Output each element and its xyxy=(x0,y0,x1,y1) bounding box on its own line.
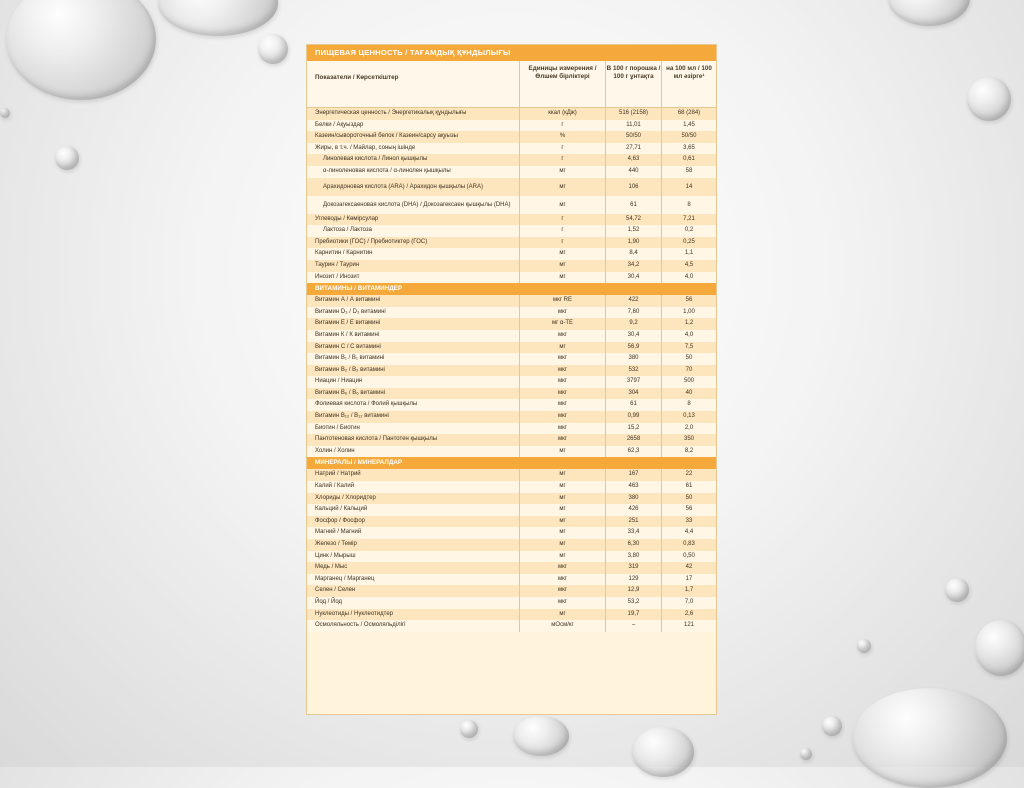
row-unit: мкг xyxy=(519,353,605,365)
row-per-100g: 4,63 xyxy=(605,154,661,166)
row-per-100ml: 4,0 xyxy=(661,330,716,342)
row-name: Ниацин / Ниацин xyxy=(315,378,363,385)
section-rows xyxy=(307,108,716,283)
row-name: Карнитин / Карнитин xyxy=(315,250,373,257)
row-unit: мкг xyxy=(519,399,605,411)
row-name: Витамин B₁ / B₁ витамині xyxy=(315,355,385,362)
row-unit: мг xyxy=(519,493,605,505)
row-per-100ml: 14 xyxy=(661,178,716,196)
row-name: Хлориды / Хлоридтер xyxy=(315,494,376,501)
row-unit: мг xyxy=(519,504,605,516)
row-name: Натрий / Натрий xyxy=(315,471,361,478)
row-name: Витамин D₃ / D₃ витамині xyxy=(315,308,386,315)
row-per-100g: 53,2 xyxy=(605,597,661,609)
row-unit: мкг xyxy=(519,574,605,586)
table-row xyxy=(307,597,716,609)
row-per-100g: 106 xyxy=(605,178,661,196)
water-drop xyxy=(945,578,969,602)
row-unit: мг xyxy=(519,178,605,196)
table-row xyxy=(307,585,716,597)
table-row xyxy=(307,539,716,551)
row-per-100ml: 7,0 xyxy=(661,597,716,609)
row-name: Цинк / Мырыш xyxy=(315,552,356,559)
table-row xyxy=(307,516,716,528)
row-unit: ккал (кДж) xyxy=(519,108,605,120)
row-name: Линолевая кислота / Линол қышқылы xyxy=(323,156,428,163)
table-row xyxy=(307,214,716,226)
table-row xyxy=(307,504,716,516)
row-unit: мкг xyxy=(519,388,605,400)
row-per-100ml: 0,2 xyxy=(661,225,716,237)
row-unit: мг xyxy=(519,527,605,539)
row-per-100ml: 58 xyxy=(661,166,716,178)
table-row xyxy=(307,225,716,237)
row-per-100ml: 121 xyxy=(661,620,716,632)
table-row xyxy=(307,434,716,446)
row-name: Витамин B₁₂ / B₁₂ витамині xyxy=(315,413,389,420)
row-per-100g: 27,71 xyxy=(605,143,661,155)
row-per-100g: 19,7 xyxy=(605,609,661,621)
row-unit: мкг xyxy=(519,585,605,597)
row-unit: мкг xyxy=(519,365,605,377)
row-per-100ml: 0,61 xyxy=(661,154,716,166)
nutrition-table xyxy=(306,44,717,715)
row-name: Йод / Йод xyxy=(315,598,343,605)
row-per-100ml: 350 xyxy=(661,434,716,446)
row-name: Фолиевая кислота / Фолий қышқылы xyxy=(315,401,418,408)
row-unit: мг xyxy=(519,342,605,354)
table-row xyxy=(307,493,716,505)
row-unit: мкг xyxy=(519,562,605,574)
row-per-100g: 11,01 xyxy=(605,120,661,132)
water-drop xyxy=(632,727,694,777)
table-row xyxy=(307,399,716,411)
row-per-100ml: 2,6 xyxy=(661,609,716,621)
row-unit: мг xyxy=(519,248,605,260)
header-unit: Единицы измерения / Өлшем бірліктері xyxy=(519,61,605,107)
row-per-100ml: 61 xyxy=(661,481,716,493)
table-row xyxy=(307,295,716,307)
water-drop xyxy=(888,0,970,26)
row-unit: мг xyxy=(519,260,605,272)
row-name: Витамин С / С витамині xyxy=(315,343,381,350)
row-per-100ml: 1,7 xyxy=(661,585,716,597)
row-per-100ml: 56 xyxy=(661,295,716,307)
row-unit: мг xyxy=(519,516,605,528)
row-unit: мкг xyxy=(519,307,605,319)
table-row xyxy=(307,353,716,365)
table-body xyxy=(307,108,716,632)
table-row xyxy=(307,154,716,166)
table-row xyxy=(307,469,716,481)
row-per-100ml: 68 (284) xyxy=(661,108,716,120)
row-name: Витамин B₆ / B₆ витамині xyxy=(315,389,386,396)
row-name: Углеводы / Көмірсулар xyxy=(315,215,379,222)
water-drop xyxy=(0,108,10,118)
row-per-100ml: 17 xyxy=(661,574,716,586)
row-unit: мкг xyxy=(519,376,605,388)
row-unit: % xyxy=(519,131,605,143)
table-row xyxy=(307,318,716,330)
table-row xyxy=(307,196,716,214)
row-unit: мг α-TE xyxy=(519,318,605,330)
row-name: Фосфор / Фосфор xyxy=(315,517,366,524)
row-unit: мг xyxy=(519,551,605,563)
row-per-100ml: 50 xyxy=(661,493,716,505)
row-name: Железо / Темір xyxy=(315,541,357,547)
water-drop xyxy=(967,77,1011,121)
row-name: Казеин/сывороточный белок / Казеин/сарсу ақуызы xyxy=(315,133,458,140)
row-per-100g: 380 xyxy=(605,353,661,365)
row-per-100g: 426 xyxy=(605,504,661,516)
table-row xyxy=(307,131,716,143)
table-row xyxy=(307,527,716,539)
water-drop xyxy=(513,716,569,756)
row-per-100ml: 0,83 xyxy=(661,539,716,551)
row-unit: мкг xyxy=(519,597,605,609)
row-per-100g: 463 xyxy=(605,481,661,493)
header-per-100g: В 100 г порошка / 100 г ұнтақта xyxy=(605,61,661,107)
table-row xyxy=(307,178,716,196)
row-name: Пантотеновая кислота / Пантотен қышқылы xyxy=(315,436,438,443)
row-name: Докозагексаеновая кислота (DHA) / Докозагексаен қышқылы (DHA) xyxy=(323,201,511,208)
row-per-100ml: 1,45 xyxy=(661,120,716,132)
table-row xyxy=(307,248,716,260)
row-per-100ml: 70 xyxy=(661,365,716,377)
row-per-100g: 532 xyxy=(605,365,661,377)
row-per-100g: 30,4 xyxy=(605,330,661,342)
table-row xyxy=(307,388,716,400)
row-unit: мг xyxy=(519,609,605,621)
row-name: Кальций / Кальций xyxy=(315,506,368,513)
row-unit: г xyxy=(519,225,605,237)
row-unit: мг xyxy=(519,446,605,458)
row-name: Витамин К / К витамині xyxy=(315,331,380,338)
row-per-100ml: 7,21 xyxy=(661,214,716,226)
table-row xyxy=(307,551,716,563)
header-indicator: Показатели / Көрсеткіштер xyxy=(315,74,399,81)
row-per-100g: 6,30 xyxy=(605,539,661,551)
row-per-100ml: 500 xyxy=(661,376,716,388)
row-per-100g: 7,60 xyxy=(605,307,661,319)
header-per-100ml: на 100 мл / 100 мл әзірге¹ xyxy=(661,61,716,107)
water-drop xyxy=(852,688,1007,788)
row-unit: мкг RE xyxy=(519,295,605,307)
row-per-100ml: 8 xyxy=(661,399,716,411)
row-per-100g: 34,2 xyxy=(605,260,661,272)
table-row xyxy=(307,423,716,435)
row-name: Витамин Е / Е витамині xyxy=(315,320,381,327)
water-drop xyxy=(460,720,478,738)
row-name: Магний / Магний xyxy=(315,529,362,536)
row-per-100ml: 7,5 xyxy=(661,342,716,354)
water-drop xyxy=(800,748,812,760)
section-title: МИНЕРАЛЫ / МИНЕРАЛДАР xyxy=(307,457,716,469)
table-row xyxy=(307,342,716,354)
row-name: Витамин B₂ / B₂ витамині xyxy=(315,366,385,373)
table-row xyxy=(307,237,716,249)
table-row xyxy=(307,108,716,120)
row-name: Пребиотики (ГОС) / Пребиотиктер (ГОС) xyxy=(315,238,428,245)
row-per-100ml: 8 xyxy=(661,196,716,214)
row-unit: мг xyxy=(519,196,605,214)
row-per-100g: – xyxy=(605,620,661,632)
table-row xyxy=(307,120,716,132)
row-per-100ml: 56 xyxy=(661,504,716,516)
row-name: α-линоленовая кислота / α-линолен қышқылы xyxy=(323,167,451,174)
row-per-100ml: 0,13 xyxy=(661,411,716,423)
table-title: ПИЩЕВАЯ ЦЕННОСТЬ / ТАҒАМДЫҚ ҚҰНДЫЛЫҒЫ xyxy=(307,45,716,61)
table-row xyxy=(307,562,716,574)
row-name: Таурин / Таурин xyxy=(315,261,360,268)
water-drop xyxy=(6,0,156,100)
row-unit: мкг xyxy=(519,411,605,423)
row-per-100g: 1,90 xyxy=(605,237,661,249)
table-row xyxy=(307,446,716,458)
water-drop xyxy=(55,146,79,170)
row-name: Жиры, в т.ч. / Майлар, соның ішінде xyxy=(315,144,416,151)
row-per-100ml: 4,0 xyxy=(661,272,716,284)
row-per-100ml: 0,25 xyxy=(661,237,716,249)
row-per-100g: 3797 xyxy=(605,376,661,388)
row-per-100g: 167 xyxy=(605,469,661,481)
row-per-100g: 319 xyxy=(605,562,661,574)
row-per-100g: 15,2 xyxy=(605,423,661,435)
row-per-100g: 8,4 xyxy=(605,248,661,260)
row-name: Марганец / Марганец xyxy=(315,575,375,582)
table-row xyxy=(307,365,716,377)
table-row xyxy=(307,620,716,632)
row-unit: мкг xyxy=(519,423,605,435)
row-name: Биотин / Биотин xyxy=(315,424,360,431)
row-per-100g: 0,99 xyxy=(605,411,661,423)
row-per-100ml: 50 xyxy=(661,353,716,365)
row-unit: мг xyxy=(519,539,605,551)
row-unit: г xyxy=(519,120,605,132)
row-per-100ml: 4,5 xyxy=(661,260,716,272)
row-per-100ml: 22 xyxy=(661,469,716,481)
table-row xyxy=(307,143,716,155)
table-row xyxy=(307,330,716,342)
row-per-100ml: 0,50 xyxy=(661,551,716,563)
row-name: Энергетическая ценность / Энергетикалық құндылығы xyxy=(315,110,467,116)
row-per-100g: 9,2 xyxy=(605,318,661,330)
row-unit: мОсм/кг xyxy=(519,620,605,632)
water-drop xyxy=(857,639,871,653)
row-unit: мг xyxy=(519,481,605,493)
row-per-100ml: 8,2 xyxy=(661,446,716,458)
row-unit: г xyxy=(519,214,605,226)
row-per-100g: 54,72 xyxy=(605,214,661,226)
row-per-100g: 2658 xyxy=(605,434,661,446)
row-per-100g: 304 xyxy=(605,388,661,400)
table-row xyxy=(307,481,716,493)
section-rows xyxy=(307,469,716,631)
row-per-100g: 422 xyxy=(605,295,661,307)
row-per-100ml: 3,65 xyxy=(661,143,716,155)
row-per-100ml: 1,2 xyxy=(661,318,716,330)
row-per-100g: 50/50 xyxy=(605,131,661,143)
row-per-100g: 516 (2158) xyxy=(605,108,661,120)
section-rows xyxy=(307,295,716,457)
row-name: Арахидоновая кислота (ARA) / Арахидон қышқылы (ARA) xyxy=(323,183,484,190)
water-drop xyxy=(258,34,288,64)
row-unit: мг xyxy=(519,166,605,178)
row-unit: мкг xyxy=(519,434,605,446)
row-name: Витамин А / А витамині xyxy=(315,297,381,304)
table-row xyxy=(307,574,716,586)
row-name: Калий / Калий xyxy=(315,483,355,490)
table-row xyxy=(307,260,716,272)
row-per-100g: 440 xyxy=(605,166,661,178)
row-name: Селен / Селен xyxy=(315,587,356,594)
row-per-100g: 380 xyxy=(605,493,661,505)
row-name: Осмоляльность / Осмоляльділігі xyxy=(315,622,406,629)
row-per-100g: 30,4 xyxy=(605,272,661,284)
row-per-100g: 61 xyxy=(605,399,661,411)
row-name: Медь / Мыс xyxy=(315,564,348,571)
row-per-100g: 61 xyxy=(605,196,661,214)
row-unit: г xyxy=(519,154,605,166)
row-unit: мкг xyxy=(519,330,605,342)
table-row xyxy=(307,166,716,178)
section-title: ВИТАМИНЫ / ВИТАМИНДЕР xyxy=(307,283,716,295)
row-per-100g: 1,52 xyxy=(605,225,661,237)
row-per-100ml: 1,00 xyxy=(661,307,716,319)
row-per-100g: 251 xyxy=(605,516,661,528)
row-name: Холин / Холин xyxy=(315,447,355,454)
row-name: Инозит / Инозит xyxy=(315,273,360,280)
table-row xyxy=(307,411,716,423)
row-name: Белки / Ақуыздар xyxy=(315,121,364,128)
row-per-100g: 56,9 xyxy=(605,342,661,354)
row-per-100ml: 1,1 xyxy=(661,248,716,260)
row-name: Нуклеотиды / Нуклеотидтер xyxy=(315,610,394,617)
row-per-100g: 3,80 xyxy=(605,551,661,563)
row-per-100ml: 40 xyxy=(661,388,716,400)
table-row xyxy=(307,376,716,388)
row-per-100g: 12,9 xyxy=(605,585,661,597)
row-per-100ml: 33 xyxy=(661,516,716,528)
row-per-100ml: 2,0 xyxy=(661,423,716,435)
row-unit: г xyxy=(519,143,605,155)
row-name: Лактоза / Лактоза xyxy=(323,227,373,234)
row-per-100ml: 4,4 xyxy=(661,527,716,539)
row-unit: г xyxy=(519,237,605,249)
row-per-100ml: 50/50 xyxy=(661,131,716,143)
water-drop xyxy=(158,0,278,36)
water-drop xyxy=(975,620,1024,676)
row-per-100g: 33,4 xyxy=(605,527,661,539)
row-unit: мг xyxy=(519,272,605,284)
row-per-100g: 62,3 xyxy=(605,446,661,458)
table-row xyxy=(307,307,716,319)
table-row xyxy=(307,272,716,284)
table-header xyxy=(307,61,716,108)
water-drop xyxy=(822,716,842,736)
row-per-100ml: 42 xyxy=(661,562,716,574)
row-unit: мг xyxy=(519,469,605,481)
table-row xyxy=(307,609,716,621)
row-per-100g: 129 xyxy=(605,574,661,586)
